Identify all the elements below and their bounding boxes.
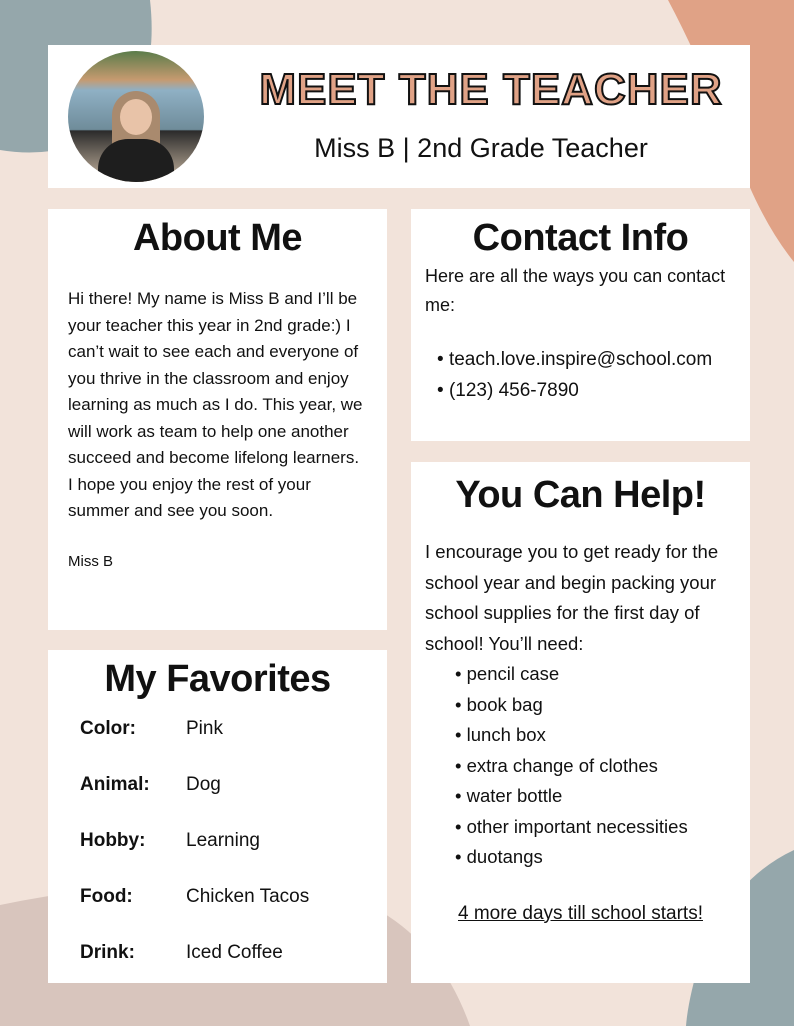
contact-intro: Here are all the ways you can contact me: [425, 266, 726, 315]
favorites-title: My Favorites [104, 658, 331, 700]
contact-phone[interactable]: • (123) 456-7890 [437, 375, 736, 406]
countdown-text: 4 more days till school starts! [458, 902, 703, 924]
teacher-photo [68, 51, 204, 182]
help-card [411, 462, 750, 983]
header-card [48, 45, 750, 188]
favorite-row: Food: Chicken Tacos [80, 886, 310, 907]
subtitle: Miss B | 2nd Grade Teacher [314, 133, 648, 163]
favorite-row: Animal: Dog [80, 774, 221, 795]
help-title: You Can Help! [455, 474, 706, 516]
about-signature: Miss B [68, 552, 113, 570]
supply-item: • duotangs [455, 842, 736, 873]
help-intro: I encourage you to get ready for the school year and begin packing your school supplies for the first day of school! You’ll need: [425, 541, 719, 654]
contact-title: Contact Info [472, 217, 689, 259]
about-body: Hi there! My name is Miss B and I’ll be your teacher this year in 2nd grade:) I can’t wait to see each and everyone of you thrive in the classroom and enjoy learning as much as I do. This year, we will work as team to help one another succeed and become lifelong learners. I hope you enjoy the rest of your summer and see you soon. [68, 289, 363, 520]
supply-item: • extra change of clothes [455, 751, 736, 782]
page-title: MEET THE TEACHER [259, 65, 723, 114]
about-title: About Me [132, 217, 303, 259]
supply-item: • pencil case [455, 659, 736, 690]
supply-item: • water bottle [455, 781, 736, 812]
supply-item: • book bag [455, 690, 736, 721]
supply-item: • lunch box [455, 720, 736, 751]
favorites-card [48, 650, 387, 983]
about-card [48, 209, 387, 630]
favorite-row: Drink: Iced Coffee [80, 942, 283, 963]
contact-card [411, 209, 750, 441]
contact-email[interactable]: • teach.love.inspire@school.com [437, 344, 736, 375]
favorite-row: Color: Pink [80, 718, 223, 739]
favorite-row: Hobby: Learning [80, 830, 260, 851]
supply-item: • other important necessities [455, 812, 736, 843]
